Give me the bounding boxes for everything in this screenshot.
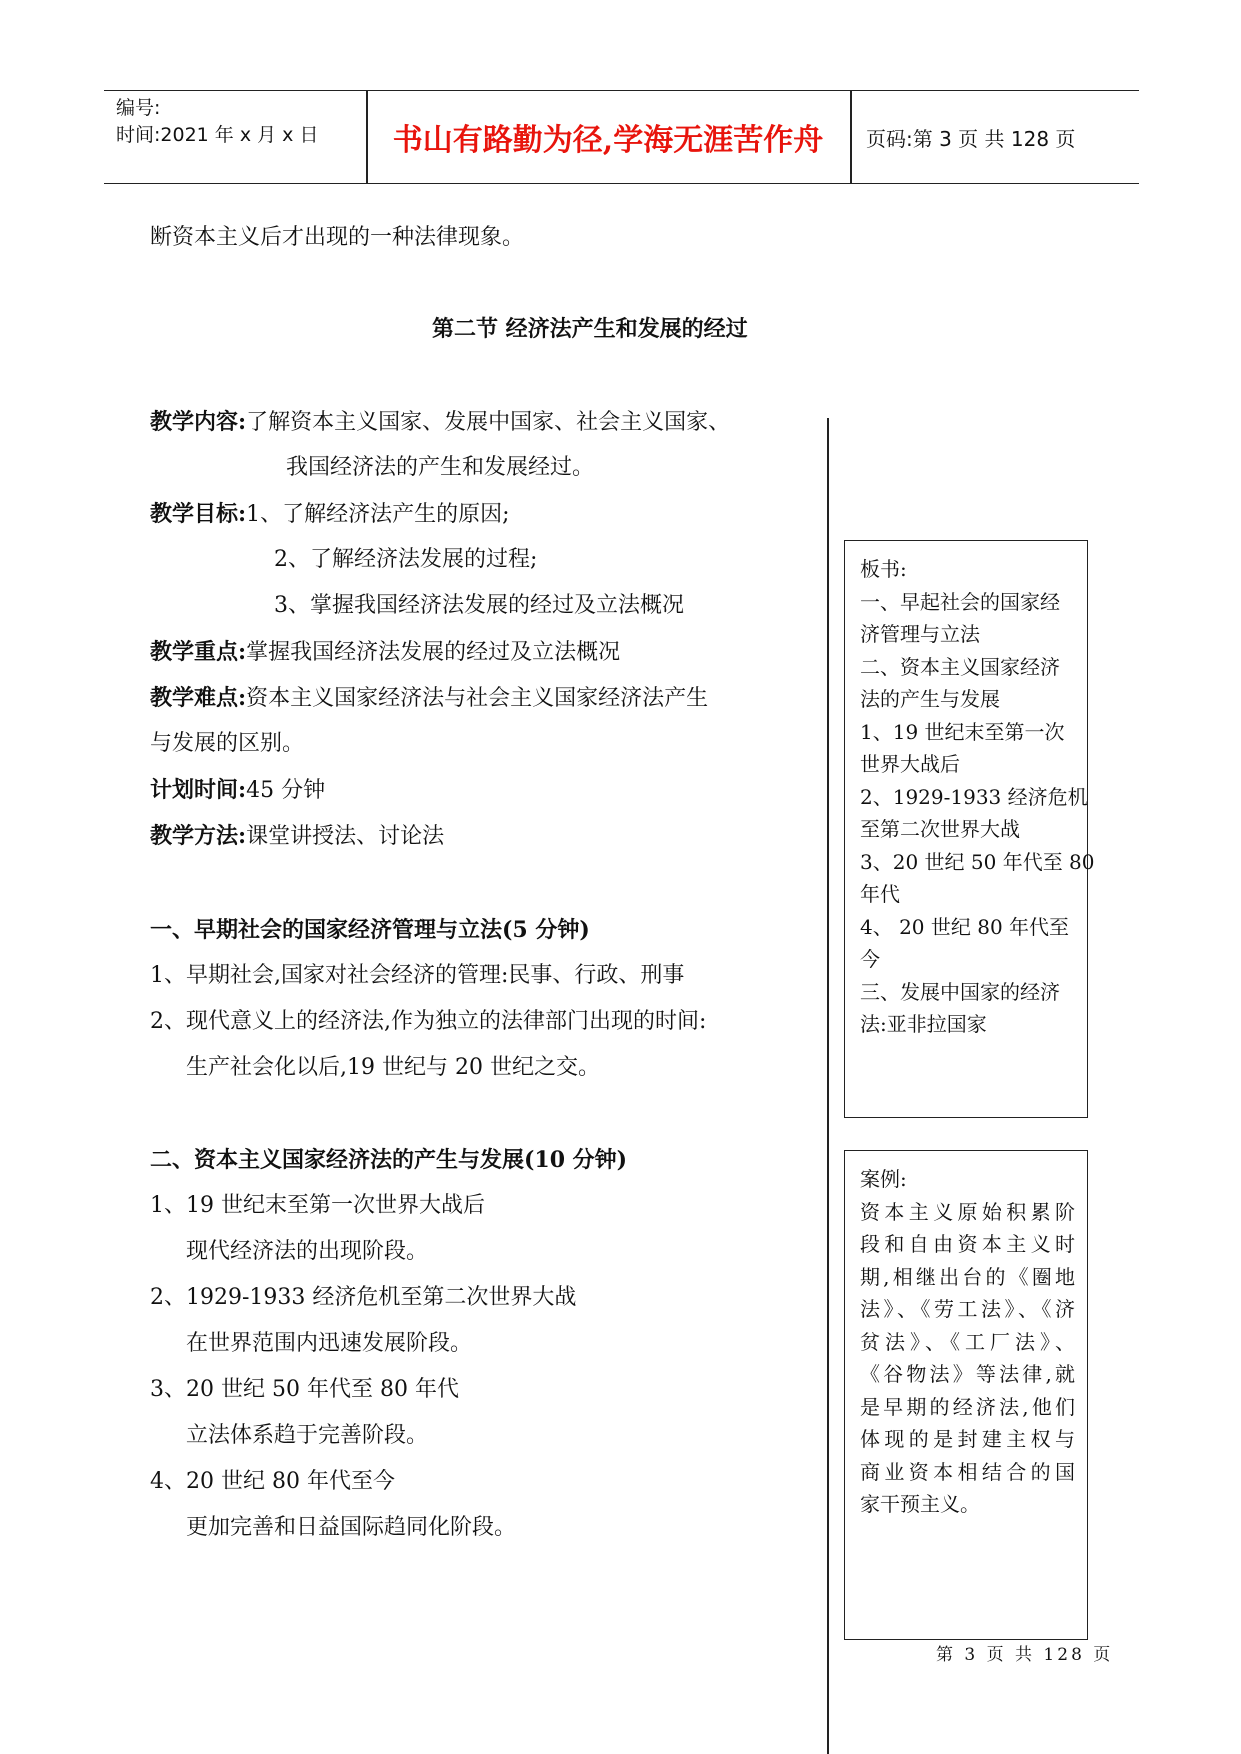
goal-2: 2、了解经济法发展的过程; (274, 547, 538, 572)
case-line: 案例: (860, 1167, 907, 1191)
method-text: 课堂讲授法、讨论法 (246, 824, 445, 849)
part1-item-2-line-1: 2、现代意义上的经济法,作为独立的法律部门出现的时间: (150, 1009, 707, 1034)
board-line: 2、1929-1933 经济危机 (860, 784, 1088, 809)
intro-line: 断资本主义后才出现的一种法律现象。 (150, 225, 525, 250)
header-page-info: 页码:第 3 页 共 128 页 (866, 126, 1076, 151)
goal-label: 教学目标: (150, 501, 247, 527)
case-line: 家干预主义。 (860, 1492, 980, 1516)
difficulty-label: 教学难点: (150, 685, 247, 711)
case-line: 商业资本相结合的国 (860, 1459, 1075, 1484)
difficulty-line-1: 资本主义国家经济法与社会主义国家经济法产生 (246, 686, 709, 711)
part2-item-4-desc: 更加完善和日益国际趋同化阶段。 (186, 1515, 517, 1540)
part2-item-1-title: 1、19 世纪末至第一次世界大战后 (150, 1193, 485, 1218)
footer-page-number: 第 3 页 共 128 页 (936, 1645, 1114, 1665)
content-line-1: 了解资本主义国家、发展中国家、社会主义国家、 (246, 410, 731, 435)
part1-item-1: 1、早期社会,国家对社会经济的管理:民事、行政、刑事 (150, 963, 685, 988)
method-label: 教学方法: (150, 823, 247, 849)
board-line: 济管理与立法 (860, 622, 980, 646)
case-line: 《谷物法》等法律,就 (860, 1362, 1075, 1386)
board-line: 至第二次世界大战 (860, 817, 1020, 841)
teaching-content (150, 408, 730, 437)
key-label: 教学重点: (150, 639, 247, 665)
content-label: 教学内容: (150, 409, 247, 435)
board-line: 3、20 世纪 50 年代至 80 (860, 849, 1095, 874)
part1-heading: 一、早期社会的国家经济管理与立法(5 分钟) (150, 917, 590, 943)
part2-item-3-desc: 立法体系趋于完善阶段。 (186, 1423, 429, 1448)
case-line: 段和自由资本主义时 (860, 1232, 1075, 1256)
part2-item-4-title: 4、20 世纪 80 年代至今 (150, 1469, 395, 1494)
board-line: 今 (860, 947, 880, 971)
case-line: 法》、《劳工法》、《济 (860, 1297, 1075, 1321)
goal-1: 1、了解经济法产生的原因; (246, 502, 510, 527)
board-line: 板书: (860, 557, 907, 581)
section-title: 第二节 经济法产生和发展的经过 (432, 317, 748, 342)
serial-label: 编号: (116, 97, 161, 119)
page-header (104, 90, 1139, 184)
header-divider-right (850, 91, 852, 183)
teaching-key-point (150, 638, 620, 667)
key-text: 掌握我国经济法发展的经过及立法概况 (246, 640, 621, 665)
board-line: 三、发展中国家的经济 (860, 979, 1060, 1004)
header-motto: 书山有路勤为径,学海无涯苦作舟 (392, 123, 824, 158)
column-separator (827, 418, 829, 1754)
part2-item-2-title: 2、1929-1933 经济危机至第二次世界大战 (150, 1285, 577, 1310)
case-line: 贫法》、《工厂法》、 (860, 1329, 1075, 1354)
part1-item-2-line-2: 生产社会化以后,19 世纪与 20 世纪之交。 (186, 1055, 600, 1080)
board-line: 法:亚非拉国家 (860, 1012, 987, 1036)
board-line: 一、早起社会的国家经 (860, 589, 1060, 614)
board-line: 1、19 世纪末至第一次 (860, 719, 1065, 744)
case-line: 是早期的经济法,他们 (860, 1394, 1075, 1419)
board-line: 世界大战后 (860, 752, 960, 776)
part2-item-3-title: 3、20 世纪 50 年代至 80 年代 (150, 1377, 459, 1402)
part2-heading: 二、资本主义国家经济法的产生与发展(10 分钟) (150, 1147, 628, 1173)
goal-3: 3、掌握我国经济法发展的经过及立法概况 (274, 593, 684, 618)
board-line: 年代 (860, 882, 900, 906)
time-text: 45 分钟 (246, 778, 326, 803)
part2-item-1-desc: 现代经济法的出现阶段。 (186, 1239, 429, 1264)
board-line: 4、 20 世纪 80 年代至 (860, 914, 1070, 939)
difficulty-line-2: 与发展的区别。 (150, 731, 305, 756)
header-meta (116, 95, 318, 149)
case-line: 资本主义原始积累阶 (860, 1199, 1075, 1224)
case-line: 期,相继出台的《圈地 (860, 1264, 1075, 1289)
part2-item-2-desc: 在世界范围内迅速发展阶段。 (186, 1331, 473, 1356)
board-line: 二、资本主义国家经济 (860, 654, 1060, 679)
board-notes-box (844, 540, 1095, 1118)
planned-time (150, 776, 325, 805)
time-label: 时间:2021 年 x 月 x 日 (116, 124, 319, 146)
content-line-2: 我国经济法的产生和发展经过。 (286, 455, 595, 480)
teaching-goals (150, 500, 510, 529)
teaching-method (150, 822, 444, 851)
case-line: 体现的是封建主权与 (860, 1427, 1075, 1451)
case-study-box (844, 1150, 1088, 1640)
time-label: 计划时间: (150, 777, 247, 803)
teaching-difficulty (150, 684, 708, 713)
board-line: 法的产生与发展 (860, 687, 1000, 711)
